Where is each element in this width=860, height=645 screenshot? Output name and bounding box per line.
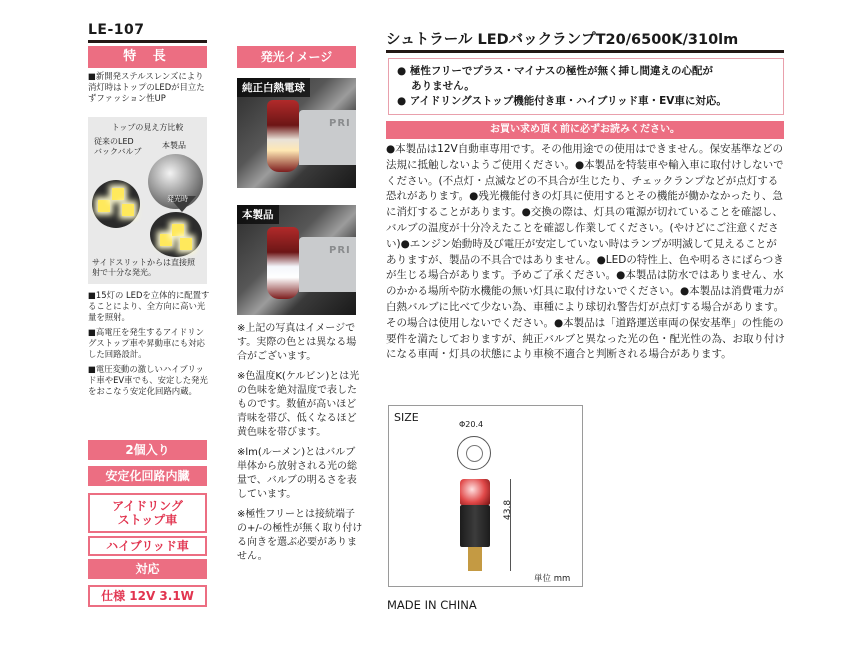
idling-stop-pill: アイドリング ストップ車 bbox=[88, 493, 207, 533]
hybrid-pill: ハイブリッド車 bbox=[88, 536, 207, 556]
size-label: SIZE bbox=[394, 411, 419, 424]
comparison-title: トップの見え方比較 bbox=[111, 123, 184, 132]
new-led-image-on bbox=[150, 212, 202, 257]
note-item: ※lm(ルーメン)とはバルブ単体から放射される光の総量で、バルブの明るさを表しています。 bbox=[237, 447, 357, 500]
stabilizer-tag: 安定化回路内臓 bbox=[88, 466, 207, 486]
product-photo bbox=[237, 205, 356, 315]
feature-points bbox=[88, 290, 210, 401]
bulb-base bbox=[460, 505, 490, 547]
old-led-label: 従来のLED バックバルブ bbox=[94, 137, 142, 156]
key-bullets bbox=[388, 58, 784, 115]
bulb-top-view bbox=[457, 436, 491, 470]
comparison-note: サイドスリットからは直接照射で十分な発光。 bbox=[92, 258, 196, 277]
model-code: LE-107 bbox=[88, 22, 145, 38]
feature-point: ■15灯の LEDを立体的に配置することにより、全方向に高い光量を照射。 bbox=[88, 290, 210, 322]
car-logo: PRI bbox=[329, 245, 351, 256]
note-item: ※上記の写真はイメージです。実際の色とは異なる場合がございます。 bbox=[237, 323, 357, 362]
bulb-cap bbox=[460, 479, 490, 505]
photo-notes bbox=[237, 322, 363, 570]
bullet-line: ありません。 bbox=[397, 80, 475, 92]
bullet-line: ● アイドリングストップ機能付き車・ハイブリッド車・EV車に対応。 bbox=[397, 95, 727, 107]
height-value: 43.8 bbox=[503, 499, 513, 520]
bullet-line: ● 極性フリーでプラス・マイナスの極性が無く挿し間違えの心配が bbox=[397, 65, 713, 77]
note-item: ※極性フリーとは接続端子の+/-の極性が無く取り付ける向きを選ぶ必要がありません。 bbox=[237, 509, 363, 562]
note-item: ※色温度K(ケルビン)とは光の色味を絶対温度で表したものです。数値が高いほど青味を帯び、低くなるほど黄色味を帯びます。 bbox=[237, 371, 360, 438]
title-rule bbox=[386, 50, 784, 53]
header-rule bbox=[88, 40, 207, 43]
features-heading: 特 長 bbox=[88, 46, 207, 68]
diameter-value: Φ20.4 bbox=[459, 420, 484, 429]
car-logo: PRI bbox=[329, 118, 351, 129]
arrow-label: 発光時 bbox=[167, 195, 188, 203]
unit-label: 単位 mm bbox=[534, 574, 571, 584]
bulb-terminal bbox=[468, 547, 482, 571]
height-dimension-line bbox=[510, 479, 511, 571]
pack-count-tag: 2個入り bbox=[88, 440, 207, 460]
product-label: 本製品 bbox=[237, 205, 279, 224]
stock-bulb-label: 純正白熱電球 bbox=[237, 78, 310, 97]
spec-label: 仕様 12V 3.1W bbox=[88, 585, 207, 607]
features-lead: ■新開発ステルスレンズにより消灯時はトップのLEDが目立たずファッション性UP bbox=[88, 71, 205, 103]
origin-label: MADE IN CHINA bbox=[387, 598, 477, 612]
warning-text: ●本製品は12V自動車専用です。その他用途での使用はできません。保安基準などの法規に抵触しないようご使用ください。●本製品を特装車や輸入車に取付けしないでください。(不点灯・点滅などの不具合が生じたり、チェックランプなどが点灯する恐れがあります。●残光機能付きの灯具に使用するとその機能が働かなかったり、急に消灯することがあります。●交換の際は、灯具の電源が切れていることを確認し、バルブの温度が十分冷えたことを確認し作業してください。(やけどにご注意ください)●エンジン始動時及び電圧が安定していない時はランプが明滅して見えることがありますが、製品の不具合ではありません。●LEDの特性上、色や明るさにばらつきが生じる場合があります。予めご了承ください。●本製品は防水ではありません、水のかかる場所や防水機能の無い灯具に取付けないでください。●本製品は消費電力が白熱バルブに比べて少ない為、車種により球切れ警告灯が点灯する場合があります。その場合は使用しないでください。●本製品は「道路運送車両の保安基準」の性能の要件を満たしておりますが、純正バルブと異なった光の色・配光性の為、お取り付けになる車両・灯具の状態により車検不適合と判断される場合があります。 bbox=[386, 143, 785, 361]
warning-heading: お買い求め頂く前に必ずお読みください。 bbox=[386, 121, 784, 139]
new-product-label: 本製品 bbox=[162, 141, 186, 150]
old-led-image bbox=[92, 180, 140, 228]
product-title: シュトラール LEDバックランプT20/6500K/310lm bbox=[386, 32, 739, 48]
stock-bulb-photo bbox=[237, 78, 356, 188]
feature-point: ■電圧変動の激しいハイブリッド車やEV車でも、安定した発光をおこなう安定化回路内蔵。 bbox=[88, 364, 208, 396]
compat-suffix: 対応 bbox=[88, 559, 207, 579]
feature-point: ■高電圧を発生するアイドリングストップ車や昇動車にも対応した回路設計。 bbox=[88, 327, 205, 359]
photo-heading: 発光イメージ bbox=[237, 46, 356, 68]
